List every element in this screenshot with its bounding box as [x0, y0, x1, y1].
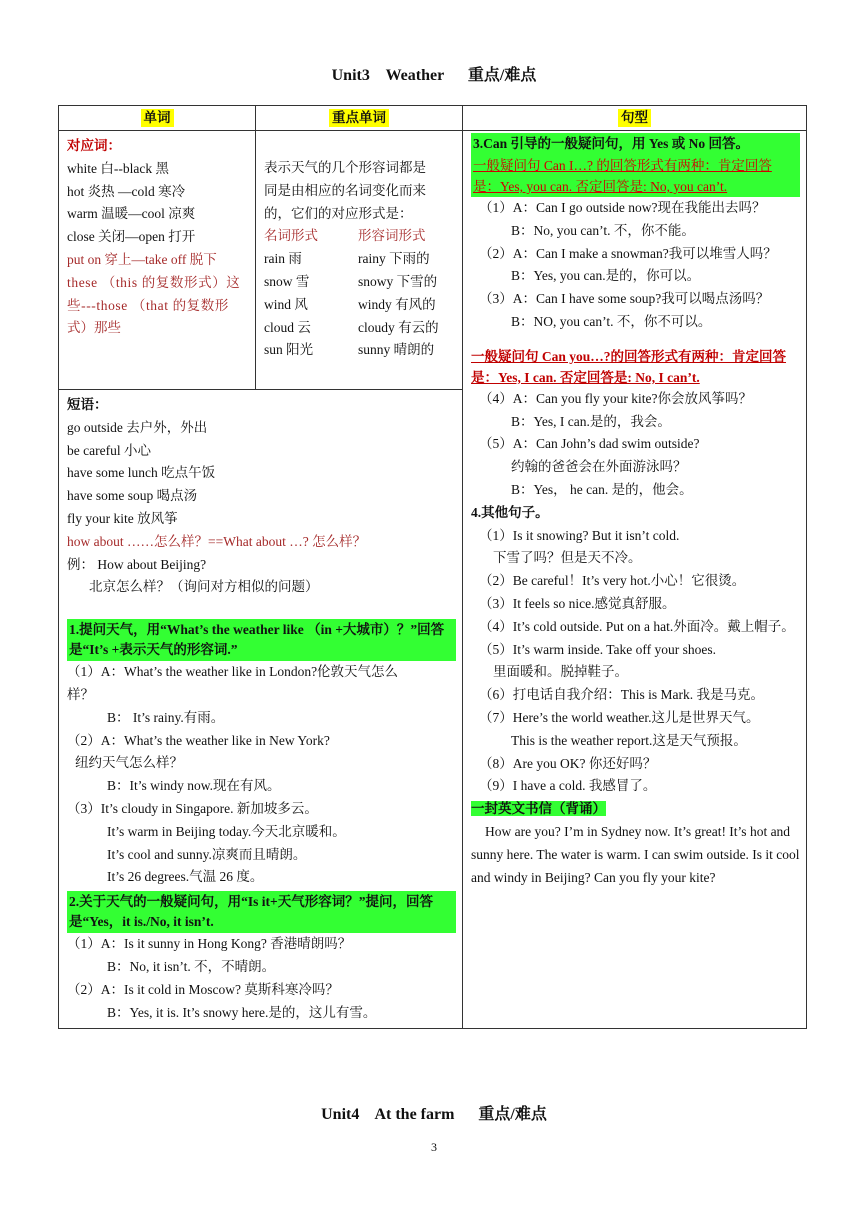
dialogue-line: （3）A：Can I have some soup?我可以喝点汤吗？: [479, 291, 770, 307]
dialogue-line: It’s warm in Beijing today.今天北京暖和。: [107, 823, 346, 839]
phrase-line: go outside 去户外，外出: [67, 419, 208, 435]
noun-adjective-pair: [264, 339, 456, 362]
sentence-line: 下雪了吗？但是天不冷。: [493, 550, 642, 566]
sentence-line: 里面暖和。脱掉鞋子。: [493, 664, 628, 680]
header-words: [59, 106, 256, 131]
adjective: windy 有风的: [358, 296, 436, 312]
noun: cloud 云: [264, 319, 311, 335]
dialogue-line: It’s 26 degrees.气温 26 度。: [107, 869, 264, 885]
dialogue-line: B：It’s windy now.现在有风。: [107, 778, 281, 794]
sentence-line: （1）Is it snowing? But it isn’t cold.: [479, 527, 680, 543]
section-3-heading: 3.Can 引导的一般疑问句，用 Yes 或 No 回答。: [471, 133, 800, 155]
adjectives-intro: 同是由相应的名词变化而来: [264, 182, 426, 198]
noun: sun 阳光: [264, 342, 314, 358]
noun-adjective-pair: [264, 317, 456, 340]
dialogue-line: B：NO, you can’t. 不，你不可以。: [511, 313, 712, 329]
noun: rain 雨: [264, 251, 302, 267]
letter-heading: 一封英文书信（背诵）: [471, 801, 606, 817]
page-number: 3: [431, 1140, 437, 1154]
example-line: 例： How about Beijing?: [67, 556, 207, 572]
opposites-heading: 对应词：: [67, 138, 121, 153]
next-unit-title: Unit4 At the farm 重点/难点: [321, 1106, 547, 1123]
dialogue-line: （2）A：Can I make a snowman?我可以堆雪人吗？: [479, 245, 777, 261]
sentence-line: （3）It feels so nice.感觉真舒服。: [479, 595, 676, 611]
word-pair-red: put on 穿上—take off 脱下: [67, 251, 217, 267]
word-pair: close 关闭—open 打开: [67, 229, 196, 245]
dialogue-line: 样？: [67, 686, 94, 702]
dialogue-line: B：No, you can’t. 不，你不能。: [511, 222, 695, 238]
phrase-line-red: how about ……怎么样？==What about …? 怎么样？: [67, 533, 367, 549]
dialogue-line: 约翰的爸爸会在外面游泳吗？: [511, 459, 687, 475]
word-pair: white 白--black 黑: [67, 160, 169, 176]
adjective: sunny 晴朗的: [358, 342, 435, 358]
noun-adjective-pair: [264, 248, 456, 271]
sentence-line: This is the weather report.这是天气预报。: [511, 732, 747, 748]
word-pair: warm 温暖—cool 凉爽: [67, 206, 196, 222]
dialogue-line: B：Yes， he can. 是的，他会。: [511, 481, 693, 497]
content-table: [58, 105, 807, 1029]
dialogue-line: （1）A：What’s the weather like in London?伦敦天气怎么: [67, 664, 399, 680]
header-label: 重点单词: [329, 109, 389, 127]
sentence-line: （6）打电话自我介绍：This is Mark. 我是马克。: [479, 687, 764, 703]
dialogue-line: It’s cool and sunny.凉爽而且晴朗。: [107, 846, 307, 862]
adjective: cloudy 有云的: [358, 319, 439, 335]
word-pair: hot 炎热 —cold 寒冷: [67, 183, 186, 199]
can-you-rule: 一般疑问句 Can you…?的回答形式有两种：肯定回答是：Yes, I can. 否定回答是: No, I can’t.: [471, 348, 787, 385]
example-translation: 北京怎么样？（询问对方相似的问题）: [89, 579, 319, 595]
sentence-line: （2）Be careful！It’s very hot.小心！它很烫。: [479, 573, 746, 589]
sentence-line: （4）It’s cold outside. Put on a hat.外面冷。戴上帽子。: [479, 618, 795, 634]
noun-form-heading: 名词形式: [264, 228, 318, 244]
page-title: Unit3 Weather 重点/难点: [331, 67, 537, 84]
adjectives-intro: 表示天气的几个形容词都是: [264, 160, 426, 175]
dialogue-line: （4）A：Can you fly your kite?你会放风筝吗？: [479, 390, 752, 406]
header-label: 单词: [141, 109, 174, 127]
dialogue-line: B： It’s rainy.有雨。: [107, 709, 225, 725]
adjective-form-headings: [264, 225, 456, 248]
phrase-line: have some soup 喝点汤: [67, 488, 198, 504]
dialogue-line: B：No, it isn’t. 不，不晴朗。: [107, 958, 276, 974]
dialogue-line: （1）A：Can I go outside now?现在我能出去吗？: [479, 200, 766, 215]
sentences-right-cell: [463, 131, 807, 1029]
phrase-line: have some lunch 吃点午饭: [67, 465, 216, 481]
noun: snow 雪: [264, 273, 310, 289]
phrases-cell: [59, 390, 463, 1029]
word-pair-red: these （this 的复数形式）这: [67, 274, 241, 290]
sentence-line: （7）Here’s the world weather.这儿是世界天气。: [479, 709, 760, 725]
header-label: 句型: [618, 109, 651, 127]
dialogue-line: （5）A：Can John’s dad swim outside?: [479, 436, 700, 452]
word-pair-red: 式）那些: [67, 320, 121, 336]
section-1-heading: 1.提问天气，用“What’s the weather like （in +大城市）？”回答是“It’s +表示天气的形容词.”: [67, 619, 456, 661]
noun: wind 风: [264, 296, 308, 312]
phrase-line: fly your kite 放风筝: [67, 510, 178, 526]
adjectives-cell: [256, 131, 463, 390]
adjective-form-heading: 形容词形式: [358, 228, 426, 244]
adjectives-intro: 的，它们的对应形式是：: [264, 205, 413, 221]
phrase-line: be careful 小心: [67, 442, 151, 458]
word-pair-red: 些---those （that 的复数形: [67, 297, 229, 313]
letter-text: How are you? I’m in Sydney now. It’s great! It’s hot and sunny here. The water is warm. I can swim outside. Is it cool and windy in Beijing? Can you fly your kite?: [471, 823, 800, 885]
dialogue-line: B：Yes, you can.是的，你可以。: [511, 268, 701, 284]
opposites-cell: [59, 131, 256, 390]
dialogue-line: 纽约天气怎么样？: [75, 755, 183, 771]
dialogue-line: B：Yes, I can.是的，我会。: [511, 413, 671, 429]
adjective: rainy 下雨的: [358, 251, 430, 267]
sentence-line: （5）It’s warm inside. Take off your shoes.: [479, 641, 717, 657]
dialogue-line: B：Yes, it is. It’s snowy here.是的，这儿有雪。: [107, 1004, 377, 1020]
section-4-heading: 4.其他句子。: [471, 504, 549, 520]
dialogue-line: （3）It’s cloudy in Singapore. 新加坡多云。: [67, 800, 318, 816]
phrases-heading: 短语：: [67, 397, 108, 412]
section-3-subheading: 一般疑问句 Can I…? 的回答形式有两种：肯定回答是：Yes, you can. 否定回答是: No, you can’t.: [471, 155, 800, 197]
adjective: snowy 下雪的: [358, 273, 438, 289]
noun-adjective-pair: [264, 271, 456, 294]
sentence-line: （8）Are you OK? 你还好吗？: [479, 755, 657, 771]
dialogue-line: （1）A：Is it sunny in Hong Kong? 香港晴朗吗？: [67, 936, 352, 952]
dialogue-line: （2）A：Is it cold in Moscow? 莫斯科寒冷吗？: [67, 981, 339, 997]
header-key-words: [256, 106, 463, 131]
header-sentences: [463, 106, 807, 131]
dialogue-line: （2）A：What’s the weather like in New York?: [67, 732, 330, 748]
section-2-heading: 2.关于天气的一般疑问句，用“Is it+天气形容词？”提问，回答是“Yes，it is./No, it isn’t.: [67, 891, 456, 933]
noun-adjective-pair: [264, 294, 456, 317]
sentence-line: （9）I have a cold. 我感冒了。: [479, 778, 657, 794]
